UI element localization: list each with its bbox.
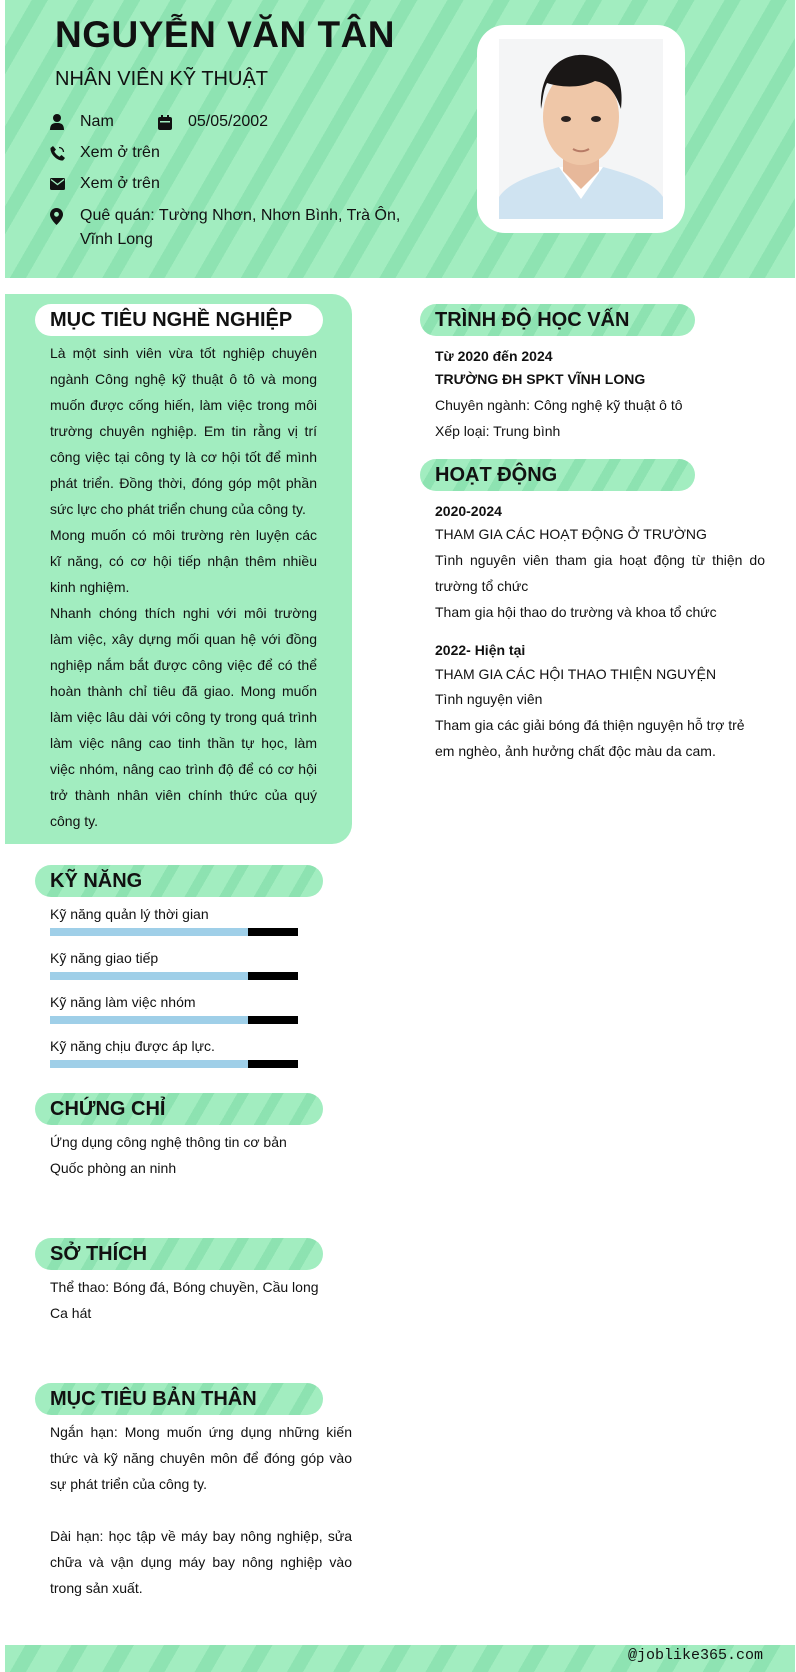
activity-desc: Tham gia các giải bóng đá thiện nguyện hỗ trợ trẻ em nghèo, ảnh hưởng chất độc màu da cam. <box>435 717 745 759</box>
hometown-text: Quê quán: Tường Nhơn, Nhơn Bình, Trà Ôn, Vĩnh Long <box>80 207 401 248</box>
skill-bar <box>50 928 298 936</box>
certificates-heading: CHỨNG CHỈ <box>35 1093 323 1125</box>
skill-label: Kỹ năng giao tiếp <box>50 950 159 966</box>
skill-label: Kỹ năng chịu được áp lực. <box>50 1038 215 1054</box>
education-period: Từ 2020 đến 2024 <box>435 348 553 364</box>
long-term-goal: Dài hạn: học tập về máy bay nông nghiệp, sửa chữa và vận dụng máy bay nông nghiệp vào trong sản xuất. <box>50 1528 352 1596</box>
skill-bar <box>50 1060 298 1068</box>
skill-bar-fill <box>50 1016 248 1024</box>
activity-period: 2020-2024 <box>435 503 502 519</box>
activity-desc: Tham gia hội thao do trường và khoa tổ chức <box>435 604 717 620</box>
activities-heading: HOẠT ĐỘNG <box>420 459 695 491</box>
education-school: TRƯỜNG ĐH SPKT VĨNH LONG <box>435 371 646 387</box>
photo-frame <box>477 25 685 233</box>
gender-text: Nam <box>80 113 114 130</box>
hobby-item: Ca hát <box>50 1305 92 1321</box>
career-goal-paragraph-1: Là một sinh viên vừa tốt nghiệp chuyên ngành Công nghệ kỹ thuật ô tô và mong muốn được cống hiến, làm việc trong môi trường chuyên nghiệp. Em tin rằng vị trí công việc tại công ty là cơ hội tốt để mình phát triển. Đồng thời, đóng góp một phần sức lực cho phát triển chung của công ty. <box>50 345 317 517</box>
header <box>5 0 795 278</box>
career-goal-paragraph-3: Nhanh chóng thích nghi với môi trường làm việc, xây dựng mối quan hệ với đồng nghiệp nắm bắt được công việc để có thể hoàn thành chỉ tiêu đã giao. Mong muốn làm việc lâu dài với công ty trong quá trình làm việc nâng cao tinh thần tự học, làm việc nhóm, nâng cao trình độ để có cơ hội trở thành nhân viên chính thức của quý công ty. <box>50 605 317 829</box>
phone-row <box>50 141 160 165</box>
activity-name: THAM GIA CÁC HỘI THAO THIỆN NGUYỆN <box>435 666 717 682</box>
birthdate-row <box>158 110 268 134</box>
short-term-goal: Ngắn hạn: Mong muốn ứng dụng những kiến thức và kỹ năng chuyên môn để đóng góp vào sự phát triển của công ty. <box>50 1424 352 1492</box>
education-major: Chuyên ngành: Công nghệ kỹ thuật ô tô <box>435 397 683 413</box>
skill-bar <box>50 1016 298 1024</box>
certificate-item: Quốc phòng an ninh <box>50 1160 177 1176</box>
email-text: Xem ở trên <box>80 175 160 192</box>
phone-text: Xem ở trên <box>80 144 160 161</box>
skills-heading: KỸ NĂNG <box>35 865 323 897</box>
skill-label: Kỹ năng làm việc nhóm <box>50 994 196 1010</box>
location-pin-icon <box>50 204 68 228</box>
email-row <box>50 172 160 196</box>
gender-row <box>50 110 114 134</box>
footer-brand: @joblike365.com <box>627 1647 763 1664</box>
calendar-icon <box>158 110 176 134</box>
skill-bar-fill <box>50 972 248 980</box>
activity-role: Tình nguyện viên <box>435 691 543 707</box>
skill-bar <box>50 972 298 980</box>
skill-bar-fill <box>50 928 248 936</box>
activity-period: 2022- Hiện tại <box>435 642 526 658</box>
career-goal-heading: MỤC TIÊU NGHỀ NGHIỆP <box>35 304 323 336</box>
certificate-item: Ứng dụng công nghệ thông tin cơ bản <box>50 1134 287 1150</box>
hometown-row <box>50 204 420 252</box>
education-grade: Xếp loại: Trung bình <box>435 423 561 439</box>
education-heading: TRÌNH ĐỘ HỌC VẤN <box>420 304 695 336</box>
phone-icon <box>50 141 68 165</box>
hobbies-heading: SỞ THÍCH <box>35 1238 323 1270</box>
hobby-item: Thể thao: Bóng đá, Bóng chuyền, Cầu long <box>50 1279 319 1295</box>
activity-role: Tình nguyên viên tham gia hoạt động từ thiện do trường tổ chức <box>435 552 765 594</box>
envelope-icon <box>50 172 68 196</box>
skill-bar-fill <box>50 1060 248 1068</box>
birthdate-text: 05/05/2002 <box>188 113 269 130</box>
footer <box>5 1645 795 1672</box>
candidate-name: NGUYỄN VĂN TÂN <box>55 14 396 55</box>
skill-label: Kỹ năng quản lý thời gian <box>50 906 209 922</box>
personal-goals-heading: MỤC TIÊU BẢN THÂN <box>35 1383 323 1415</box>
profile-photo <box>499 39 663 219</box>
person-icon <box>50 110 68 134</box>
job-title: NHÂN VIÊN KỸ THUẬT <box>55 68 268 90</box>
activity-name: THAM GIA CÁC HOẠT ĐỘNG Ở TRƯỜNG <box>435 526 707 542</box>
career-goal-paragraph-2: Mong muốn có môi trường rèn luyện các kĩ năng, có cơ hội tiếp nhận thêm nhiều kinh nghiệm. <box>50 527 317 595</box>
